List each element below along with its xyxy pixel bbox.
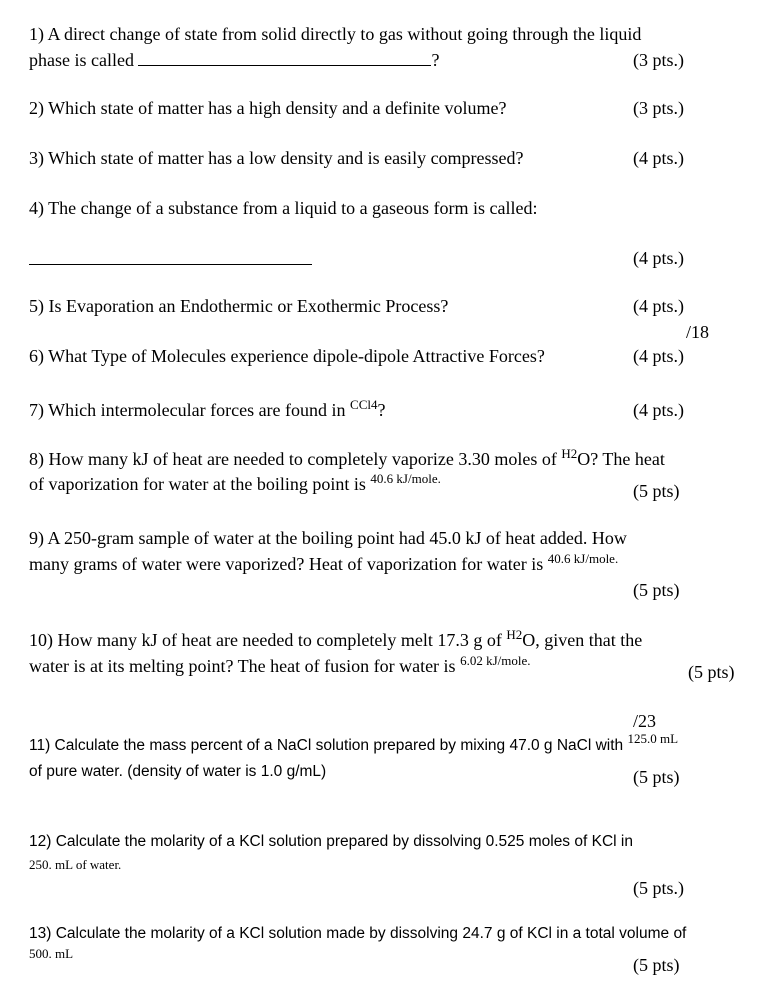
q7-points: (4 pts.) <box>633 400 684 420</box>
q2-text: 2) Which state of matter has a high density and a definite volume? <box>29 98 507 118</box>
q9-points: (5 pts) <box>633 580 680 600</box>
q11-line2: of pure water. (density of water is 1.0 g/mL) <box>29 763 327 780</box>
q8-points: (5 pts) <box>633 481 680 501</box>
q10-line1-end: O, given that the <box>522 630 643 650</box>
q11-line1-text: 11) Calculate the mass percent of a NaCl solution prepared by mixing 47.0 g NaCl with <box>29 737 624 754</box>
q10-line1 <box>29 629 642 653</box>
q4-answer-blank <box>29 264 312 265</box>
q1-line2 <box>29 49 439 71</box>
q7-text-end: ? <box>377 400 386 420</box>
q1-line1: 1) A direct change of state from solid directly to gas without going through the liquid <box>29 24 642 44</box>
q10-line2 <box>29 655 530 679</box>
section1-total: /18 <box>686 322 710 342</box>
q10-value: 6.02 kJ/mole. <box>460 653 531 668</box>
q4-points: (4 pts.) <box>633 248 684 268</box>
q10-formula: H2 <box>506 627 523 642</box>
q5-text: 5) Is Evaporation an Endothermic or Exothermic Process? <box>29 296 449 316</box>
q8-line1 <box>29 448 665 472</box>
q9-value: 40.6 kJ/mole. <box>547 551 619 566</box>
q8-value: 40.6 kJ/mole. <box>370 471 441 486</box>
q10-points: (5 pts) <box>688 662 735 682</box>
q12-points: (5 pts.) <box>633 878 684 898</box>
q10-line1-start: 10) How many kJ of heat are needed to completely melt 17.3 g of <box>29 630 502 650</box>
q11-points: (5 pts) <box>633 767 680 787</box>
q5-points: (4 pts.) <box>633 296 684 316</box>
q8-line2 <box>29 473 441 497</box>
q1-line2-end: ? <box>431 50 440 70</box>
q8-formula: H2 <box>561 446 578 461</box>
q9-line2-text: many grams of water were vaporized? Heat of vaporization for water is <box>29 554 544 574</box>
q3-points: (4 pts.) <box>633 148 684 168</box>
q8-line1-end: O? The heat <box>577 449 665 469</box>
q9-line1: 9) A 250-gram sample of water at the boiling point had 45.0 kJ of heat added. How <box>29 528 627 548</box>
q1-line2-start: phase is called <box>29 50 134 70</box>
q8-line2-text: of vaporization for water at the boiling point is <box>29 474 366 494</box>
q12-line2: 250. mL of water. <box>29 857 122 872</box>
q13-points: (5 pts) <box>633 955 680 975</box>
q1-answer-blank <box>138 64 431 66</box>
q7-text-start: 7) Which intermolecular forces are found in <box>29 400 346 420</box>
q1-points: (3 pts.) <box>633 50 684 70</box>
q3-text: 3) Which state of matter has a low density and is easily compressed? <box>29 148 524 168</box>
q11-value: 125.0 mL <box>627 731 679 746</box>
q2-points: (3 pts.) <box>633 98 684 118</box>
q7-formula: CCl4 <box>350 397 378 412</box>
q9-line2 <box>29 553 618 577</box>
q4-text: 4) The change of a substance from a liquid to a gaseous form is called: <box>29 198 538 218</box>
q7-text <box>29 399 386 423</box>
q13-line2: 500. mL <box>29 946 74 961</box>
q13-line1: 13) Calculate the molarity of a KCl solution made by dissolving 24.7 g of KCl in a total volume of <box>29 925 687 942</box>
q8-line1-start: 8) How many kJ of heat are needed to completely vaporize 3.30 moles of <box>29 449 557 469</box>
q6-text: 6) What Type of Molecules experience dipole-dipole Attractive Forces? <box>29 346 545 366</box>
section2-total: /23 <box>633 711 657 731</box>
q10-line2-text: water is at its melting point? The heat of fusion for water is <box>29 656 456 676</box>
q12-line1: 12) Calculate the molarity of a KCl solution prepared by dissolving 0.525 moles of KCl in <box>29 833 633 850</box>
q6-points: (4 pts.) <box>633 346 684 366</box>
q11-line1 <box>29 731 679 757</box>
